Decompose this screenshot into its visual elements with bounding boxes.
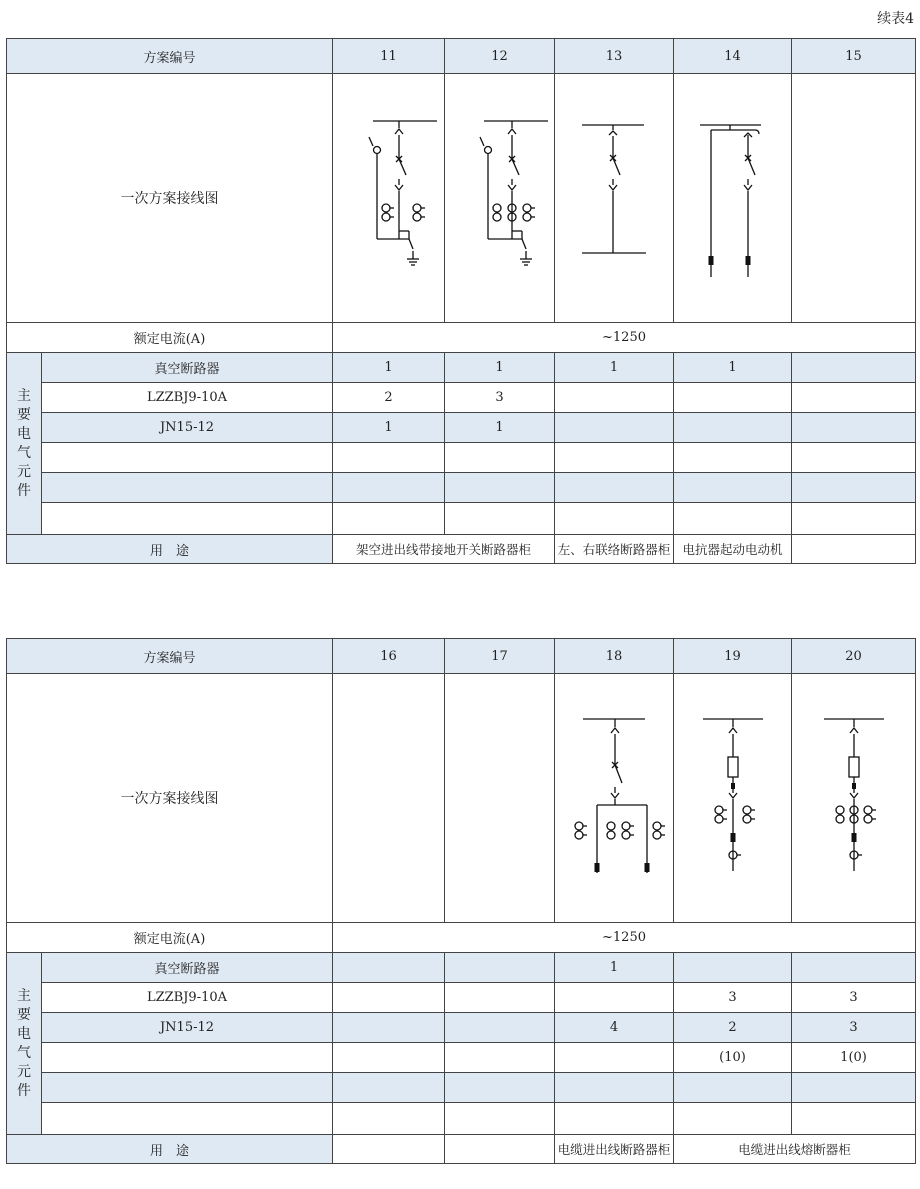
wiring-diagram-11 <box>339 113 439 283</box>
scheme-number: 20 <box>792 639 916 674</box>
component-count <box>674 1073 792 1103</box>
component-count: 2 <box>333 383 445 413</box>
component-count: 1 <box>333 413 445 443</box>
component-count <box>674 383 792 413</box>
component-name <box>42 473 333 503</box>
component-count <box>333 1073 445 1103</box>
wiring-diagram-cell <box>555 74 674 323</box>
scheme-number: 15 <box>792 39 916 74</box>
component-name <box>42 1043 333 1073</box>
usage-value <box>333 1135 445 1164</box>
usage-value: 电缆进出线断路器柜 <box>555 1135 674 1164</box>
component-count: 4 <box>555 1013 674 1043</box>
component-count <box>555 983 674 1013</box>
component-count: 1 <box>555 353 674 383</box>
continuation-label: 续表4 <box>877 11 914 27</box>
usage-value <box>792 535 916 564</box>
usage-label: 用 途 <box>7 1135 333 1164</box>
component-count <box>792 443 916 473</box>
component-count <box>792 413 916 443</box>
component-count <box>445 983 555 1013</box>
component-count: 1 <box>333 353 445 383</box>
usage-value: 电缆进出线熔断器柜 <box>674 1135 916 1164</box>
component-count: 1 <box>445 413 555 443</box>
component-count <box>333 983 445 1013</box>
component-name: LZZBJ9-10A <box>42 983 333 1013</box>
components-label: 主要电气元件 <box>7 953 42 1135</box>
component-count <box>333 953 445 983</box>
component-name: JN15-12 <box>42 413 333 443</box>
usage-value: 架空进出线带接地开关断路器柜 <box>333 535 555 564</box>
component-count <box>674 503 792 535</box>
component-count <box>445 503 555 535</box>
component-count <box>555 383 674 413</box>
usage-value: 电抗器起动电动机 <box>674 535 792 564</box>
component-count <box>555 473 674 503</box>
wiring-diagram-12 <box>450 113 550 283</box>
component-count <box>555 503 674 535</box>
wiring-diagram-cell <box>333 74 445 323</box>
component-count <box>792 503 916 535</box>
scheme-number: 11 <box>333 39 445 74</box>
component-count <box>333 1103 445 1135</box>
scheme-number: 14 <box>674 39 792 74</box>
component-count <box>555 1043 674 1073</box>
wiring-diagram-19 <box>683 713 783 883</box>
scheme-number: 12 <box>445 39 555 74</box>
component-count: 3 <box>792 983 916 1013</box>
component-count <box>333 1043 445 1073</box>
scheme-number: 19 <box>674 639 792 674</box>
rated-current-label: 额定电流(A) <box>7 323 333 353</box>
component-count <box>555 413 674 443</box>
wiring-diagram-cell <box>674 674 792 923</box>
component-count: 3 <box>792 1013 916 1043</box>
wiring-diagram-cell <box>445 674 555 923</box>
component-count <box>792 953 916 983</box>
component-count: (10) <box>674 1043 792 1073</box>
component-count: 3 <box>674 983 792 1013</box>
rated-current-label: 额定电流(A) <box>7 923 333 953</box>
scheme-table-1 <box>6 38 916 564</box>
component-name <box>42 1103 333 1135</box>
component-count <box>445 953 555 983</box>
component-count <box>792 1073 916 1103</box>
component-count <box>674 443 792 473</box>
wiring-diagram-cell <box>445 74 555 323</box>
component-name: 真空断路器 <box>42 953 333 983</box>
component-count <box>445 1073 555 1103</box>
rated-current-value: ~1250 <box>333 923 916 953</box>
component-count <box>674 473 792 503</box>
component-count <box>555 1073 674 1103</box>
components-label: 主要电气元件 <box>7 353 42 535</box>
component-count <box>445 1103 555 1135</box>
usage-value <box>445 1135 555 1164</box>
component-count <box>333 473 445 503</box>
component-count <box>792 473 916 503</box>
component-count: 3 <box>445 383 555 413</box>
component-name: JN15-12 <box>42 1013 333 1043</box>
component-count <box>792 1103 916 1135</box>
wiring-diagram-cell <box>333 674 445 923</box>
wiring-diagram-cell <box>555 674 674 923</box>
component-count <box>792 353 916 383</box>
component-name <box>42 1073 333 1103</box>
wiring-diagram-14 <box>683 113 783 283</box>
wiring-diagram-18 <box>559 713 669 883</box>
component-count <box>445 1043 555 1073</box>
component-count <box>674 413 792 443</box>
component-count <box>333 443 445 473</box>
wiring-diagram-20 <box>804 713 904 883</box>
usage-value: 左、右联络断路器柜 <box>555 535 674 564</box>
component-count: 2 <box>674 1013 792 1043</box>
header-label: 方案编号 <box>7 639 333 674</box>
component-count <box>333 503 445 535</box>
scheme-number: 16 <box>333 639 445 674</box>
component-name <box>42 443 333 473</box>
component-count <box>792 383 916 413</box>
component-count <box>555 1103 674 1135</box>
component-count <box>445 443 555 473</box>
scheme-number: 13 <box>555 39 674 74</box>
usage-label: 用 途 <box>7 535 333 564</box>
diagram-label: 一次方案接线图 <box>7 74 333 323</box>
diagram-label: 一次方案接线图 <box>7 674 333 923</box>
scheme-table-2 <box>6 638 916 1164</box>
component-count: 1(0) <box>792 1043 916 1073</box>
scheme-number: 17 <box>445 639 555 674</box>
component-count: 1 <box>674 353 792 383</box>
component-count <box>674 1103 792 1135</box>
component-count <box>555 443 674 473</box>
component-name <box>42 503 333 535</box>
component-count <box>674 953 792 983</box>
header-label: 方案编号 <box>7 39 333 74</box>
component-count <box>445 1013 555 1043</box>
component-count <box>333 1013 445 1043</box>
wiring-diagram-13 <box>564 113 664 283</box>
rated-current-value: ~1250 <box>333 323 916 353</box>
component-name: 真空断路器 <box>42 353 333 383</box>
wiring-diagram-cell <box>792 74 916 323</box>
component-name: LZZBJ9-10A <box>42 383 333 413</box>
component-count: 1 <box>445 353 555 383</box>
component-count <box>445 473 555 503</box>
wiring-diagram-cell <box>674 74 792 323</box>
scheme-number: 18 <box>555 639 674 674</box>
wiring-diagram-cell <box>792 674 916 923</box>
component-count: 1 <box>555 953 674 983</box>
